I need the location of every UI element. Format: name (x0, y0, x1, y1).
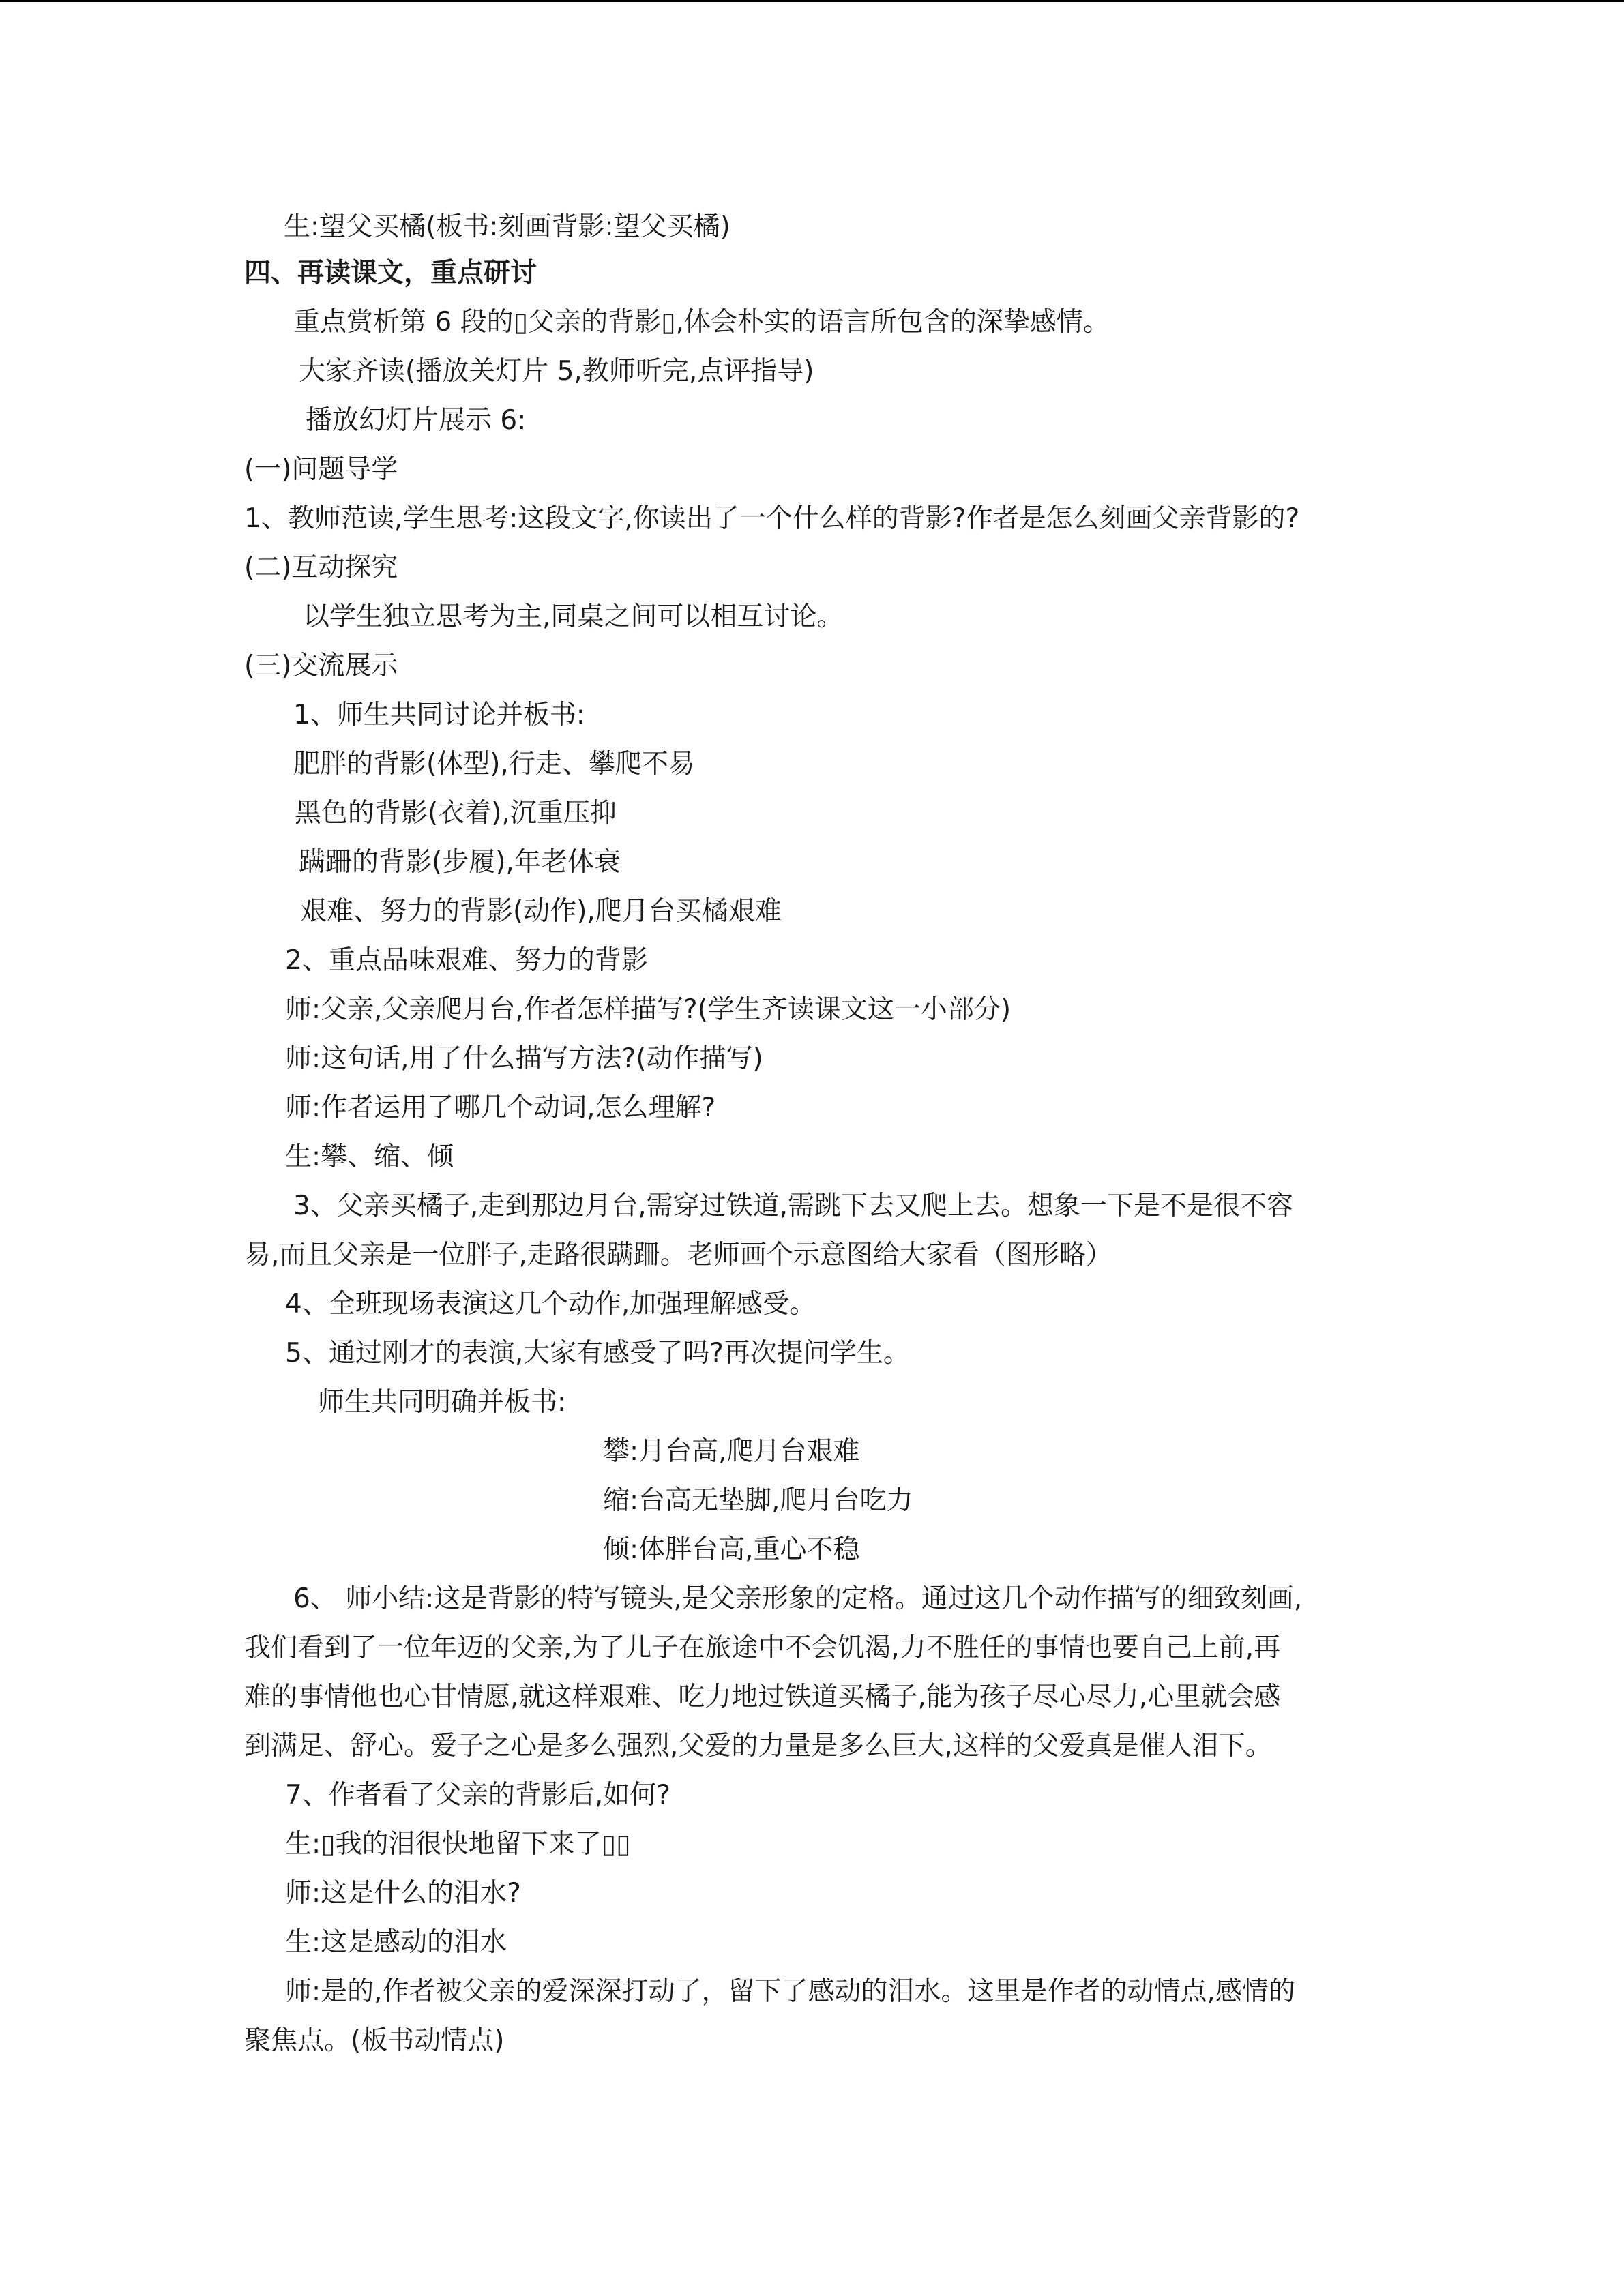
text-line: 艰难、努力的背影(动作),爬月台买橘艰难 (300, 896, 782, 927)
text-line: 重点赏析第 6 段的▯父亲的背影▯,体会朴实的语言所包含的深挚感情。 (293, 307, 1110, 338)
text-line: 生:望父买橘(板书:刻画背影:望父买橘) (284, 211, 730, 242)
text-line: 播放幻灯片展示 6: (306, 405, 527, 436)
text-line: 师:这句话,用了什么描写方法?(动作描写) (285, 1043, 763, 1074)
text-line: 大家齐读(播放关灯片 5,教师听完,点评指导) (299, 356, 814, 387)
text-line: 倾:体胖台高,重心不稳 (603, 1534, 860, 1565)
text-line: 难的事情他也心甘情愿,就这样艰难、吃力地过铁道买橘子,能为孩子尽心尽力,心里就会感 (244, 1682, 1281, 1712)
text-line: 师生共同明确并板书: (318, 1387, 567, 1418)
text-line: 2、重点品味艰难、努力的背影 (285, 945, 648, 976)
text-line: 7、作者看了父亲的背影后,如何? (285, 1780, 670, 1810)
text-line: 蹒跚的背影(步履),年老体衰 (299, 847, 621, 878)
text-line: 易,而且父亲是一位胖子,走路很蹒跚。老师画个示意图给大家看（图形略） (244, 1240, 1112, 1270)
text-line: 生:攀、缩、倾 (285, 1142, 454, 1172)
text-line: 3、父亲买橘子,走到那边月台,需穿过铁道,需跳下去又爬上去。想象一下是不是很不容 (293, 1191, 1294, 1221)
text-line: 师:是的,作者被父亲的爱深深打动了，留下了感动的泪水。这里是作者的动情点,感情的 (285, 1976, 1295, 2007)
text-line: 生:▯我的泪很快地留下来了▯▯ (285, 1829, 631, 1860)
text-line: 师:父亲,父亲爬月台,作者怎样描写?(学生齐读课文这一小部分) (285, 994, 1012, 1025)
text-line: 攀:月台高,爬月台艰难 (603, 1436, 860, 1467)
text-line: 以学生独立思考为主,同桌之间可以相互讨论。 (303, 601, 844, 632)
subsection-heading: (二)互动探究 (244, 552, 398, 583)
text-line: 到满足、舒心。爱子之心是多么强烈,父爱的力量是多么巨大,这样的父爱真是催人泪下。 (244, 1731, 1272, 1761)
text-line: 6、 师小结:这是背影的特写镜头,是父亲形象的定格。通过这几个动作描写的细致刻画, (293, 1583, 1303, 1614)
text-line: 我们看到了一位年迈的父亲,为了儿子在旅途中不会饥渴,力不胜任的事情也要自己上前,再 (244, 1632, 1281, 1663)
section-heading: 四、再读课文，重点研讨 (244, 258, 537, 288)
text-line: 黑色的背影(衣着),沉重压抑 (295, 798, 617, 829)
text-line: 5、通过刚才的表演,大家有感受了吗?再次提问学生。 (285, 1338, 910, 1369)
text-line: 缩:台高无垫脚,爬月台吃力 (603, 1485, 913, 1516)
text-line: 肥胖的背影(体型),行走、攀爬不易 (293, 749, 695, 779)
subsection-heading: (一)问题导学 (244, 454, 398, 485)
text-line: 聚焦点。(板书动情点) (244, 2025, 505, 2056)
text-line: 生:这是感动的泪水 (285, 1927, 507, 1958)
text-line: 4、全班现场表演这几个动作,加强理解感受。 (285, 1289, 816, 1320)
text-line: 1、师生共同讨论并板书: (293, 700, 585, 730)
text-line: 1、教师范读,学生思考:这段文字,你读出了一个什么样的背影?作者是怎么刻画父亲背影的? (244, 503, 1300, 534)
text-line: 师:作者运用了哪几个动词,怎么理解? (285, 1092, 716, 1123)
text-line: 师:这是什么的泪水? (285, 1878, 521, 1909)
subsection-heading: (三)交流展示 (244, 651, 398, 681)
